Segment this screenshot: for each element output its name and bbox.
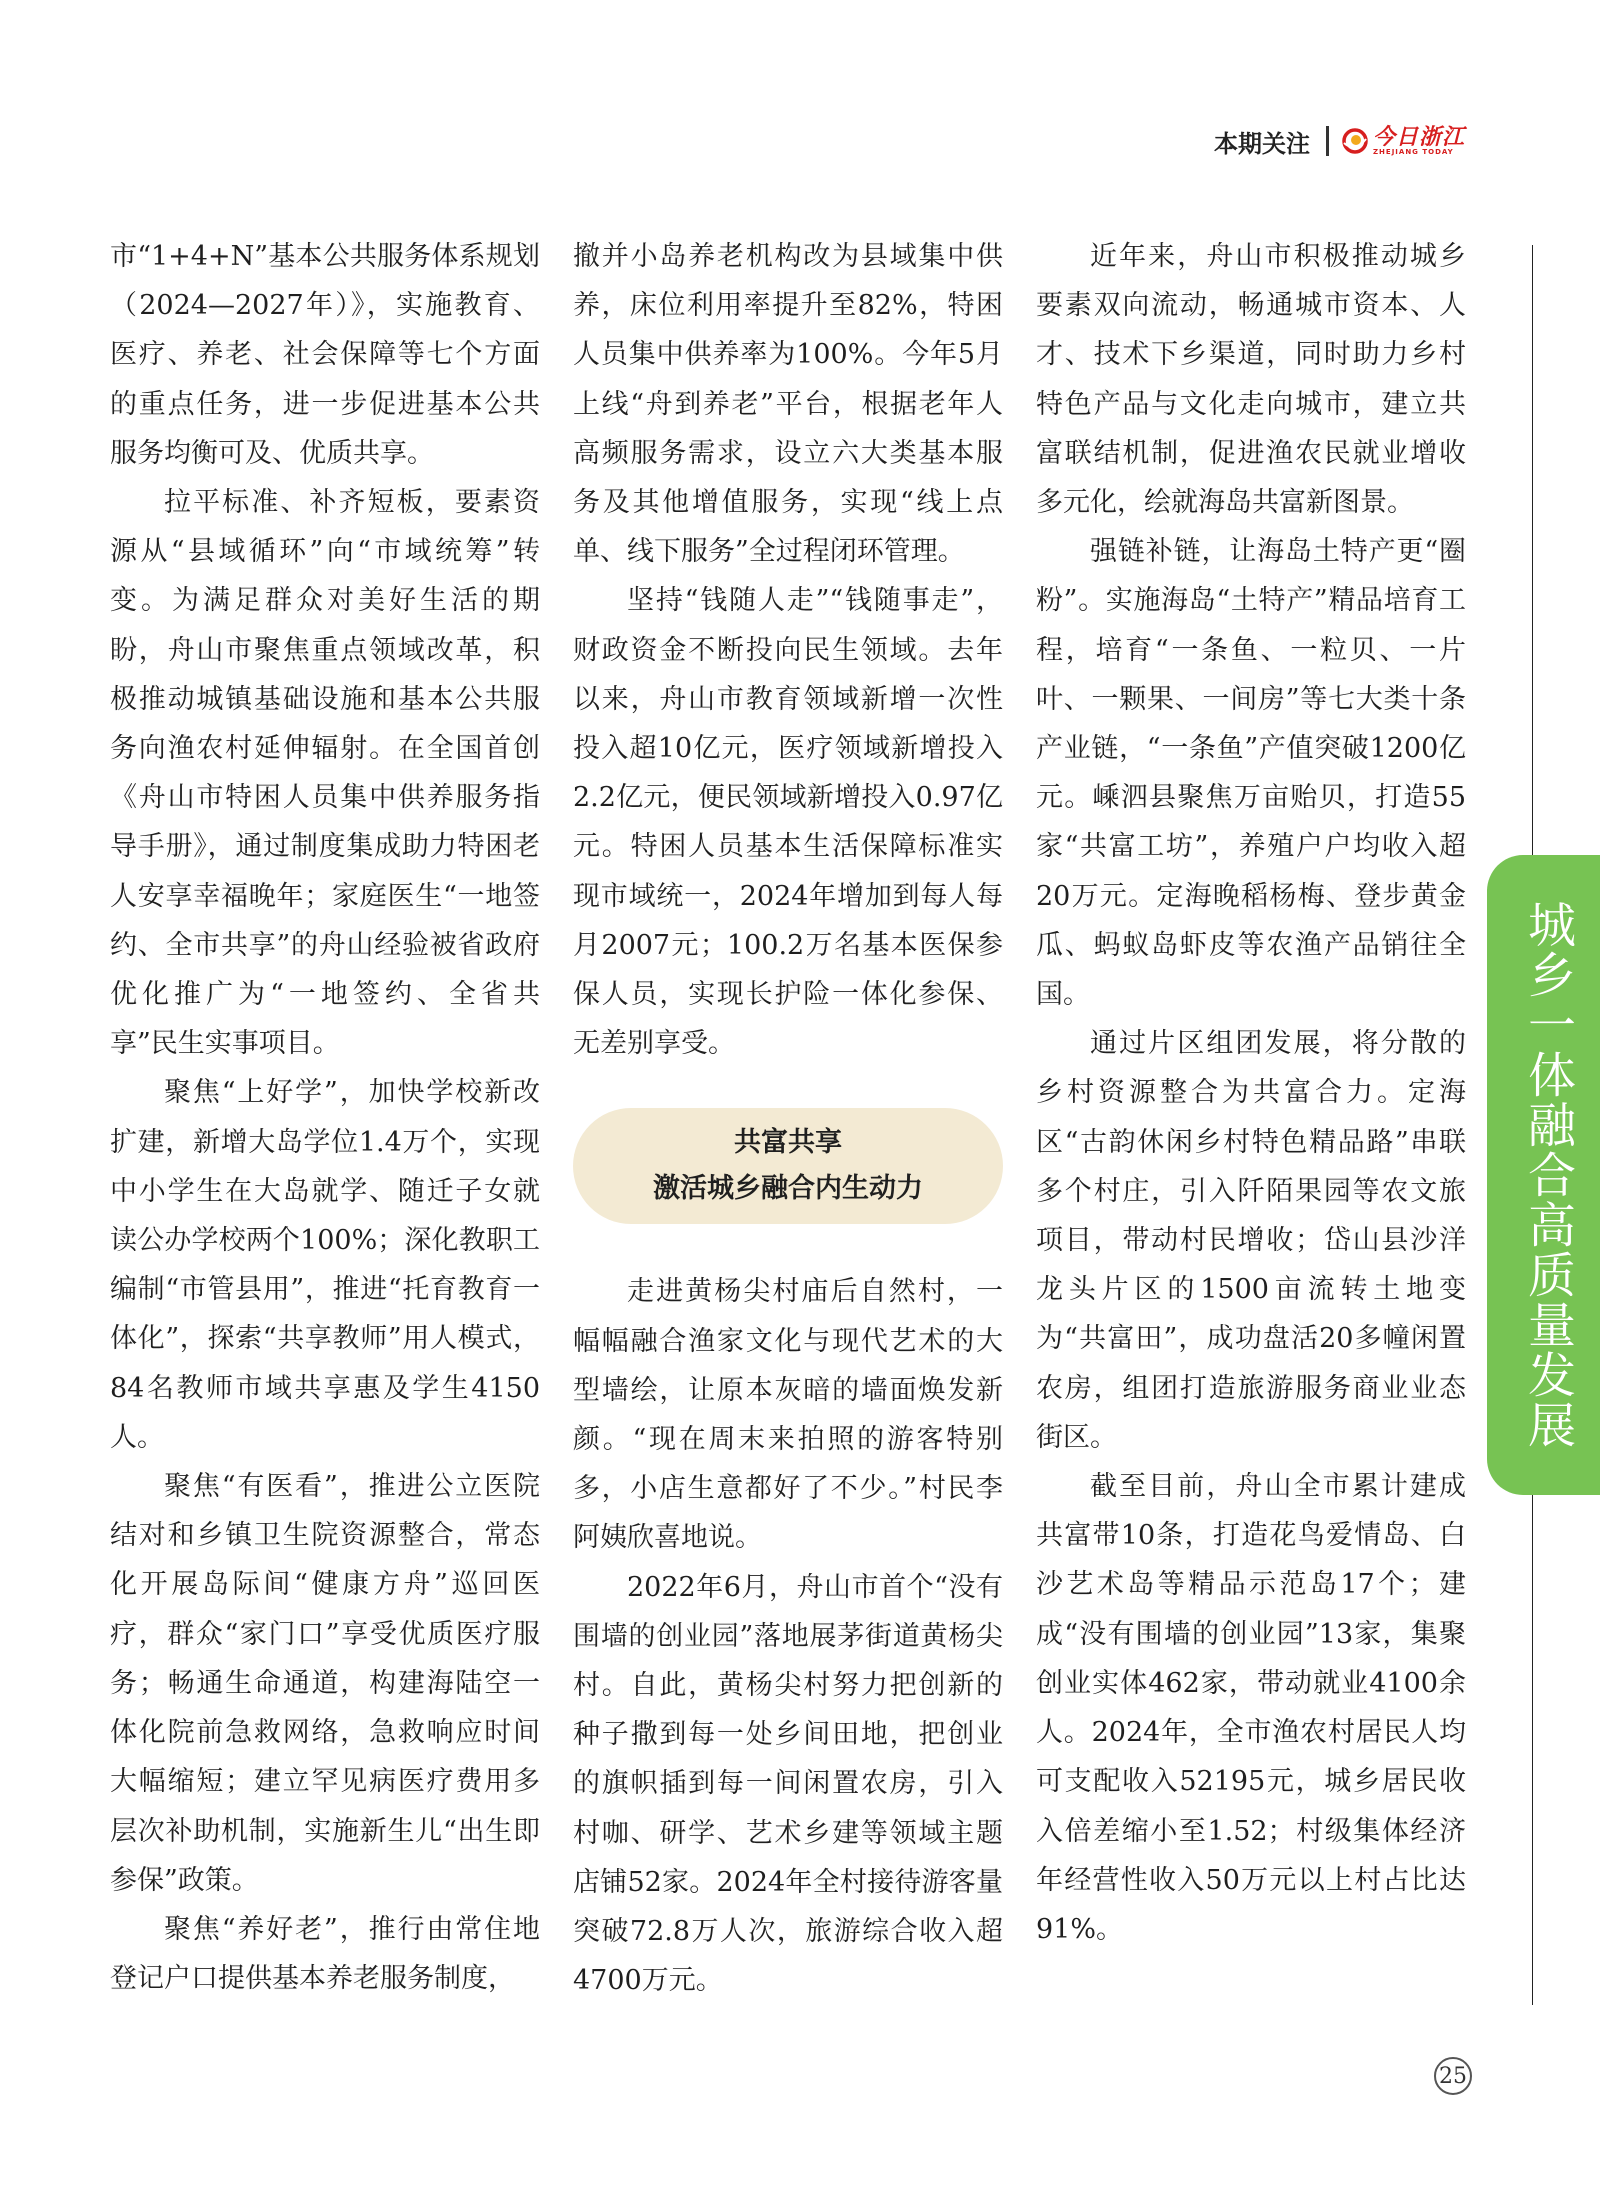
paragraph: 坚持“钱随人走”“钱随事走”，财政资金不断投向民生领域。去年以来，舟山市教育领域新增一次性投入超10亿元，医疗领域新增投入2.2亿元，便民领域新增投入0.97亿元。特困人员基本生活保障标准实现市域统一，2024年增加到每人每月2007元；100.2万名基本医保参保人员，实现长护险一体化参保、无差别享受。 [573, 585, 1003, 1060]
subheading-line-2: 激活城乡融合内生动力 [653, 1173, 923, 1205]
page-header [1214, 118, 1465, 164]
paragraph: 2022年6月，舟山市首个“没有围墙的创业园”落地展茅街道黄杨尖村。自此，黄杨尖村努力把创新的种子撒到每一处乡间田地，把创业的旗帜插到每一间闲置农房，引入村咖、研学、艺术乡建等领域主题店铺52家。2024年全村接待游客量突破72.8万人次，旅游综合收入超4700万元。 [573, 1571, 1003, 1997]
paragraph: 强链补链，让海岛土特产更“圈粉”。实施海岛“土特产”精品培育工程，培育“一条鱼、一粒贝、一片叶、一颗果、一间房”等七大类十条产业链，“一条鱼”产值突破1200亿元。嵊泗县聚焦万亩贻贝，打造55家“共富工坊”，养殖户户均收入超20万元。定海晚稻杨梅、登步黄金瓜、蚂蚁岛虾皮等农渔产品销往全国。 [1036, 536, 1466, 1011]
paragraph: 市“1+4+N”基本公共服务体系规划（2024—2027年）》，实施教育、医疗、养老、社会保障等七个方面的重点任务，进一步促进基本公共服务均衡可及、优质共享。 [110, 241, 540, 469]
paragraph: 通过片区组团发展，将分散的乡村资源整合为共富合力。定海区“古韵休闲乡村特色精品路”串联多个村庄，引入阡陌果园等农文旅项目，带动村民增收；岱山县沙洋龙头片区的1500亩流转土地变为“共富田”，成功盘活20多幢闲置农房，组团打造旅游服务商业业态街区。 [1036, 1028, 1466, 1453]
subheading [573, 1108, 1003, 1224]
page-number: 25 [1434, 2057, 1472, 2095]
column-1 [110, 232, 540, 2003]
side-tab [1487, 855, 1600, 1495]
paragraph: 拉平标准、补齐短板，要素资源从“县域循环”向“市域统筹”转变。为满足群众对美好生活的期盼，舟山市聚焦重点领域改革，积极推动城镇基础设施和基本公共服务向渔农村延伸辐射。在全国首创《舟山市特困人员集中供养服务指导手册》，通过制度集成助力特困老人安享幸福晚年；家庭医生“一地签约、全市共享”的舟山经验被省政府优化推广为“一地签约、全省共享”民生实事项目。 [110, 487, 540, 1060]
paragraph: 聚焦“有医看”，推进公立医院结对和乡镇卫生院资源整合，常态化开展岛际间“健康方舟”巡回医疗，群众“家门口”享受优质医疗服务；畅通生命通道，构建海陆空一体化院前急救网络，急救响应时间大幅缩短；建立罕见病医疗费用多层次补助机制，实施新生儿“出生即参保”政策。 [110, 1471, 540, 1896]
column-3 [1036, 232, 1466, 1954]
paragraph: 撤并小岛养老机构改为县域集中供养，床位利用率提升至82%，特困人员集中供养率为100%。今年5月上线“舟到养老”平台，根据老年人高频服务需求，设立六大类基本服务及其他增值服务，实现“线上点单、线下服务”全过程闭环管理。 [573, 241, 1003, 568]
logo-text-en: ZHEJIANG TODAY [1372, 148, 1454, 156]
logo-text-cn: 今日浙江 [1372, 124, 1465, 150]
header-divider [1326, 126, 1329, 156]
column-2 [573, 232, 1003, 2006]
subheading-line-1: 共富共享 [734, 1127, 842, 1159]
paragraph: 聚焦“养好老”，推行由常住地登记户口提供基本养老服务制度， [110, 1913, 540, 1995]
side-tab-label: 城乡一体融合高质量发展 [1519, 900, 1576, 1450]
paragraph: 近年来，舟山市积极推动城乡要素双向流动，畅通城市资本、人才、技术下乡渠道，同时助力乡村特色产品与文化走向城市，建立共富联结机制，促进渔农民就业增收多元化，绘就海岛共富新图景。 [1036, 241, 1466, 519]
paragraph: 走进黄杨尖村庙后自然村，一幅幅融合渔家文化与现代艺术的大型墙绘，让原本灰暗的墙面焕发新颜。“现在周末来拍照的游客特别多，小店生意都好了不少。”村民李阿姨欣喜地说。 [573, 1276, 1003, 1554]
paragraph: 聚焦“上好学”，加快学校新改扩建，新增大岛学位1.4万个，实现中小学生在大岛就学、随迁子女就读公办学校两个100%；深化教职工编制“市管县用”，推进“托育教育一体化”，探索“共享教师”用人模式，84名教师市域共享惠及学生4150人。 [110, 1077, 540, 1453]
logo-swirl-icon [1341, 127, 1369, 155]
section-title: 本期关注 [1213, 129, 1310, 158]
paragraph: 截至目前，舟山全市累计建成共富带10条，打造花鸟爱情岛、白沙艺术岛等精品示范岛17个；建成“没有围墙的创业园”13家，集聚创业实体462家，带动就业4100余人。2024年，全市渔农村居民人均可支配收入52195元，城乡居民收入倍差缩小至1.52；村级集体经济年经营性收入50万元以上村占比达91%。 [1036, 1471, 1466, 1945]
zhejiang-today-logo [1341, 126, 1465, 156]
